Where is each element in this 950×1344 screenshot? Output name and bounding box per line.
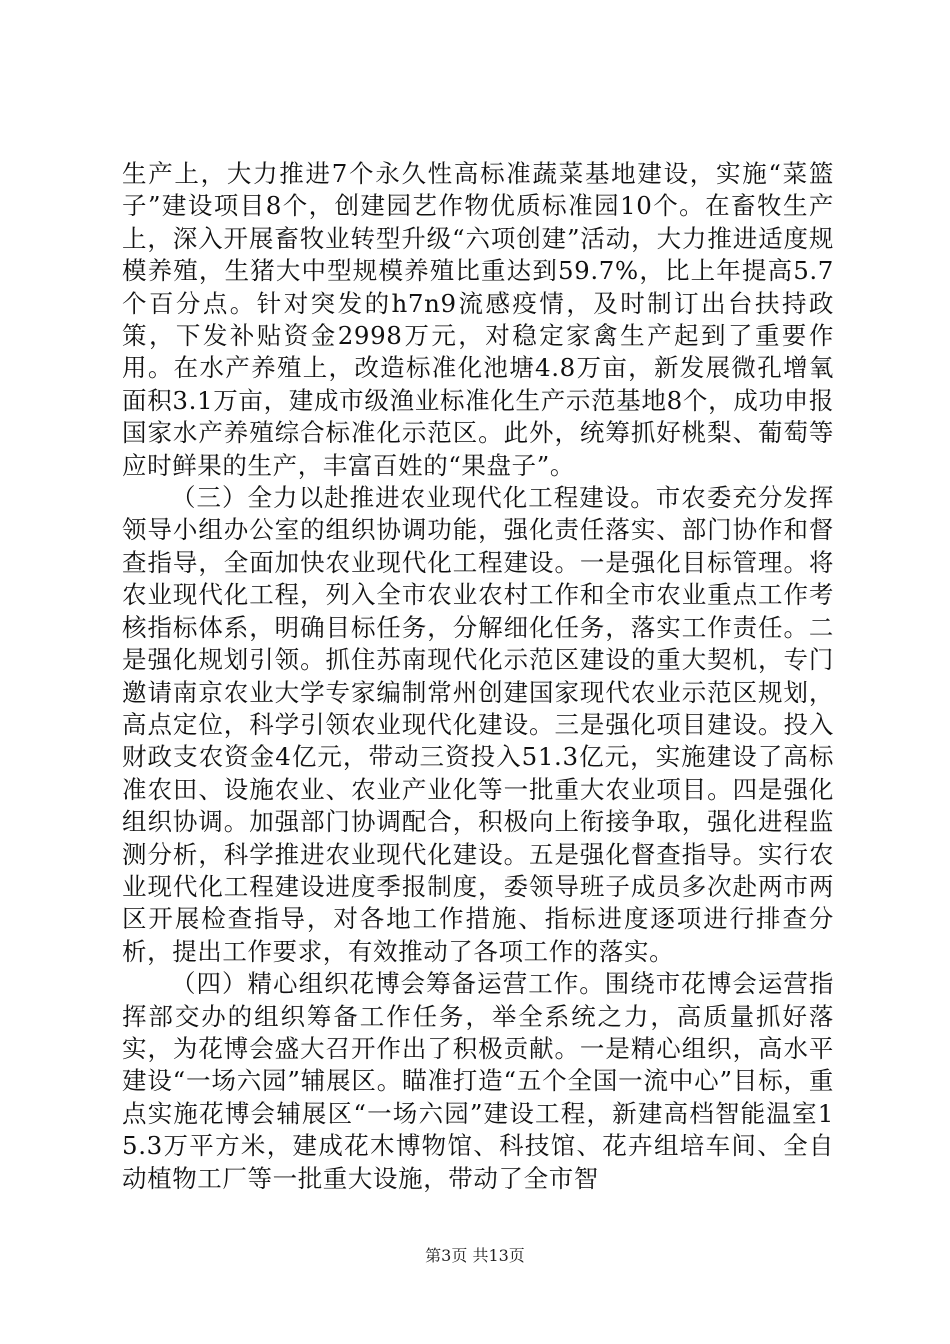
paragraph-section-4: （四）精心组织花博会筹备运营工作。围绕市花博会运营指挥部交办的组织筹备工作任务，举全系统之力，高质量抓好落实，为花博会盛大召开作出了积极贡献。一是精心组织，高水平建设“一场六园”辅展区。瞄准打造“五个全国一流中心”目标，重点实施花博会辅展区“一场六园”建设工程，新建高档智能温室15.3万平方米，建成花木博物馆、科技馆、花卉组培车间、全自动植物工厂等一批重大设施，带动了全市智 <box>122 969 834 1193</box>
paragraph-continuation: 生产上，大力推进7个永久性高标准蔬菜基地建设，实施“菜篮子”建设项目8个，创建园艺作物优质标准园10个。在畜牧生产上，深入开展畜牧业转型升级“六项创建”活动，大力推进适度规模养殖，生猪大中型规模养殖比重达到59.7%，比上年提高5.7个百分点。针对突发的h7n9流感疫情，及时制订出台扶持政策，下发补贴资金2998万元，对稳定家禽生产起到了重要作用。在水产养殖上，改造标准化池塘4.8万亩，新发展微孔增氧面积3.1万亩，建成市级渔业标准化生产示范基地8个，成功申报国家水产养殖综合标准化示范区。此外，统筹抓好桃梨、葡萄等应时鲜果的生产，丰富百姓的“果盘子”。 <box>122 159 834 480</box>
paragraph-section-3: （三）全力以赴推进农业现代化工程建设。市农委充分发挥领导小组办公室的组织协调功能，强化责任落实、部门协作和督查指导，全面加快农业现代化工程建设。一是强化目标管理。将农业现代化工程，列入全市农业农村工作和全市农业重点工作考核指标体系，明确目标任务，分解细化任务，落实工作责任。二是强化规划引领。抓住苏南现代化示范区建设的重大契机，专门邀请南京农业大学专家编制常州创建国家现代农业示范区规划，高点定位，科学引领农业现代化建设。三是强化项目建设。投入财政支农资金4亿元，带动三资投入51.3亿元，实施建设了高标准农田、设施农业、农业产业化等一批重大农业项目。四是强化组织协调。加强部门协调配合，积极向上衔接争取，强化进程监测分析，科学推进农业现代化建设。五是强化督查指导。实行农业现代化工程建设进度季报制度，委领导班子成员多次赴两市两区开展检查指导，对各地工作措施、指标进度逐项进行排查分析，提出工作要求，有效推动了各项工作的落实。 <box>122 483 834 966</box>
document-body <box>122 158 834 1195</box>
page-footer: 第3页 共13页 <box>425 1246 525 1265</box>
